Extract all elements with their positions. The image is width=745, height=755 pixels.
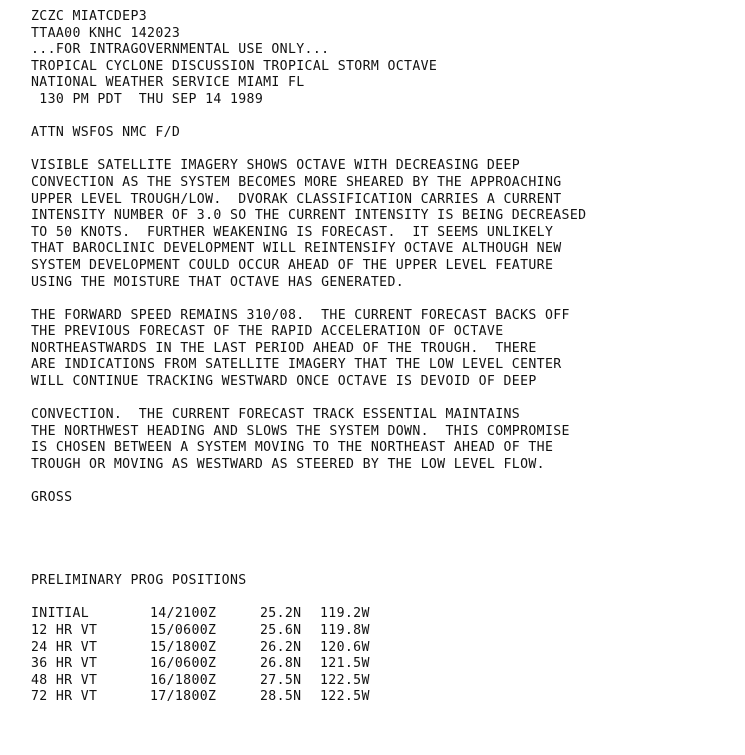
latitude: 25.6N [260, 622, 302, 638]
forecast-label: 72 HR VT [31, 689, 98, 705]
header-line: ZCZC MIATCDEP3 [31, 9, 148, 24]
longitude: 119.8W [320, 622, 370, 638]
valid-time: 15/0600Z [150, 622, 217, 638]
paragraph-2 [31, 308, 741, 391]
longitude: 122.5W [320, 672, 370, 688]
paragraph-line: TROUGH OR MOVING AS WESTWARD AS STEERED BY THE LOW LEVEL FLOW. [31, 457, 545, 473]
table-row [31, 656, 400, 673]
valid-time: 16/0600Z [150, 656, 217, 672]
spacer [31, 109, 741, 126]
prog-positions-table [31, 606, 400, 706]
spacer [31, 391, 741, 408]
header-line: ...FOR INTRAGOVERNMENTAL USE ONLY... [31, 42, 330, 58]
paragraph-line: TO 50 KNOTS. FURTHER WEAKENING IS FORECAST. IT SEEMS UNLIKELY [31, 224, 554, 240]
header-line: 130 PM PDT THU SEP 14 1989 [31, 91, 264, 107]
spacer [31, 291, 741, 308]
valid-time: 15/1800Z [150, 639, 217, 655]
signature: GROSS [31, 490, 73, 506]
spacer [31, 142, 741, 159]
paragraph-line: IS CHOSEN BETWEEN A SYSTEM MOVING TO THE NORTHEAST AHEAD OF THE [31, 440, 554, 456]
table-row [31, 640, 400, 657]
attention-line: ATTN WSFOS NMC F/D [31, 125, 181, 141]
paragraph-line: NORTHEASTWARDS IN THE LAST PERIOD AHEAD OF THE TROUGH. THERE [31, 340, 537, 356]
latitude: 26.2N [260, 639, 302, 655]
spacer [31, 474, 741, 491]
valid-time: 14/2100Z [150, 606, 217, 622]
paragraph-line: THE FORWARD SPEED REMAINS 310/08. THE CURRENT FORECAST BACKS OFF [31, 307, 570, 323]
valid-time: 17/1800Z [150, 689, 217, 705]
paragraph-line: USING THE MOISTURE THAT OCTAVE HAS GENERATED. [31, 274, 405, 290]
paragraph-line: SYSTEM DEVELOPMENT COULD OCCUR AHEAD OF THE UPPER LEVEL FEATURE [31, 257, 554, 273]
longitude: 120.6W [320, 639, 370, 655]
spacer [31, 557, 741, 574]
latitude: 28.5N [260, 689, 302, 705]
longitude: 121.5W [320, 656, 370, 672]
table-row [31, 623, 400, 640]
valid-time: 16/1800Z [150, 672, 217, 688]
paragraph-line: CONVECTION. THE CURRENT FORECAST TRACK ESSENTIAL MAINTAINS [31, 407, 521, 423]
paragraph-line: CONVECTION AS THE SYSTEM BECOMES MORE SHEARED BY THE APPROACHING [31, 174, 562, 190]
table-row [31, 606, 400, 623]
forecast-label: INITIAL [31, 606, 90, 622]
header-line: TROPICAL CYCLONE DISCUSSION TROPICAL STORM OCTAVE [31, 58, 438, 74]
paragraph-line: THE NORTHWEST HEADING AND SLOWS THE SYSTEM DOWN. THIS COMPROMISE [31, 423, 570, 439]
paragraph-line: VISIBLE SATELLITE IMAGERY SHOWS OCTAVE WITH DECREASING DEEP [31, 158, 521, 174]
paragraph-line: THE PREVIOUS FORECAST OF THE RAPID ACCELERATION OF OCTAVE [31, 324, 504, 340]
discussion-document [31, 9, 741, 706]
header-line: TTAA00 KNHC 142023 [31, 25, 181, 41]
table-row [31, 689, 400, 706]
paragraph-3 [31, 407, 741, 473]
paragraph-1 [31, 158, 741, 291]
paragraph-line: INTENSITY NUMBER OF 3.0 SO THE CURRENT INTENSITY IS BEING DECREASED [31, 208, 587, 224]
paragraph-line: THAT BAROCLINIC DEVELOPMENT WILL REINTENSIFY OCTAVE ALTHOUGH NEW [31, 241, 562, 257]
prog-title: PRELIMINARY PROG POSITIONS [31, 573, 247, 589]
header-line: NATIONAL WEATHER SERVICE MIAMI FL [31, 75, 305, 91]
paragraph-line: WILL CONTINUE TRACKING WESTWARD ONCE OCTAVE IS DEVOID OF DEEP [31, 374, 537, 390]
paragraph-line: UPPER LEVEL TROUGH/LOW. DVORAK CLASSIFICATION CARRIES A CURRENT [31, 191, 562, 207]
latitude: 27.5N [260, 672, 302, 688]
spacer [31, 507, 741, 557]
spacer [31, 590, 741, 607]
forecast-label: 12 HR VT [31, 622, 98, 638]
latitude: 26.8N [260, 656, 302, 672]
header-block [31, 9, 741, 109]
forecast-label: 24 HR VT [31, 639, 98, 655]
forecast-label: 36 HR VT [31, 656, 98, 672]
forecast-label: 48 HR VT [31, 672, 98, 688]
latitude: 25.2N [260, 606, 302, 622]
table-row [31, 673, 400, 690]
longitude: 119.2W [320, 606, 370, 622]
paragraph-line: ARE INDICATIONS FROM SATELLITE IMAGERY THAT THE LOW LEVEL CENTER [31, 357, 562, 373]
longitude: 122.5W [320, 689, 370, 705]
